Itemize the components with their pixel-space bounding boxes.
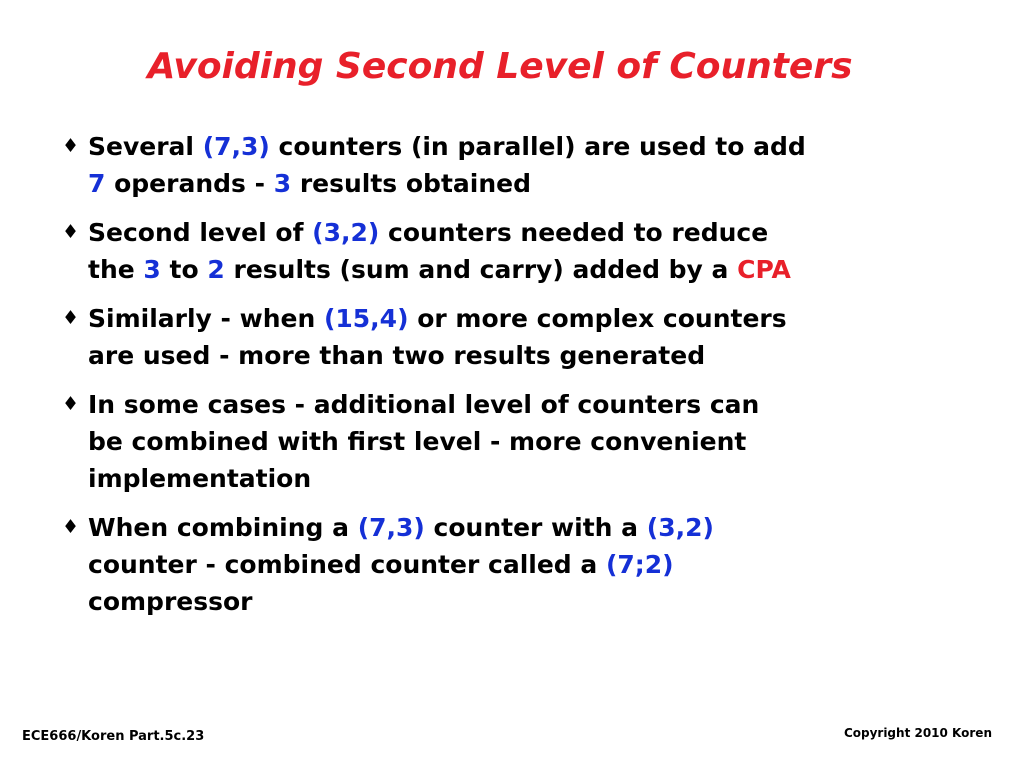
- bullet-line: [88, 546, 962, 583]
- text-segment: the: [88, 255, 144, 284]
- bullet-line: [88, 509, 962, 546]
- highlighted-term: 7: [88, 169, 106, 198]
- text-segment: Second level of: [88, 218, 313, 247]
- highlighted-term: (7,3): [357, 513, 425, 542]
- bullet-text: [86, 386, 962, 497]
- highlighted-term: CPA: [737, 255, 791, 284]
- text-segment: counter - combined counter called a: [88, 550, 606, 579]
- bullet-line: [88, 165, 962, 202]
- highlighted-term: (7;2): [605, 550, 674, 579]
- footer-copyright: Copyright 2010 Koren: [843, 726, 992, 740]
- bullet-item: [62, 300, 962, 374]
- bullet-list: [62, 128, 962, 632]
- highlighted-term: (15,4): [323, 304, 409, 333]
- bullet-line: [88, 300, 962, 337]
- text-segment: to: [160, 255, 208, 284]
- highlighted-term: 2: [207, 255, 225, 284]
- text-segment: counters (in parallel) are used to add: [269, 132, 806, 161]
- text-segment: results (sum and carry) added by a: [224, 255, 738, 284]
- bullet-line: [88, 386, 962, 423]
- bullet-item: [62, 386, 962, 497]
- text-segment: or more complex counters: [408, 304, 787, 333]
- bullet-text: [86, 214, 962, 288]
- highlighted-term: 3: [273, 169, 292, 198]
- diamond-icon: ♦: [62, 135, 80, 157]
- highlighted-term: (7,3): [202, 132, 270, 161]
- text-segment: results obtained: [291, 169, 531, 198]
- diamond-icon: ♦: [62, 393, 80, 415]
- bullet-line: [88, 251, 962, 288]
- bullet-text: [86, 128, 962, 202]
- diamond-icon: ♦: [62, 516, 80, 538]
- slide-title: Avoiding Second Level of Counters: [147, 46, 853, 87]
- text-segment: compressor: [88, 587, 253, 616]
- text-segment: In some cases - additional level of counters can: [88, 390, 760, 419]
- bullet-item: [62, 128, 962, 202]
- diamond-icon: ♦: [62, 307, 80, 329]
- text-segment: implementation: [88, 464, 312, 493]
- bullet-text: [86, 509, 962, 620]
- diamond-icon: ♦: [62, 221, 80, 243]
- text-segment: are used - more than two results generated: [88, 341, 706, 370]
- bullet-item: [62, 509, 962, 620]
- highlighted-term: (3,2): [646, 513, 714, 542]
- footer-course-label: ECE666/Koren Part.5c.23: [22, 729, 205, 744]
- bullet-line: [88, 214, 962, 251]
- text-segment: When combining a: [88, 513, 358, 542]
- text-segment: operands -: [105, 169, 274, 198]
- bullet-line: [88, 128, 962, 165]
- bullet-item: [62, 214, 962, 288]
- text-segment: be combined with first level - more convenient: [88, 427, 747, 456]
- text-segment: counters needed to reduce: [379, 218, 769, 247]
- highlighted-term: 3: [143, 255, 161, 284]
- bullet-line: [88, 583, 962, 620]
- text-segment: counter with a: [424, 513, 647, 542]
- text-segment: Similarly - when: [88, 304, 324, 333]
- bullet-line: [88, 460, 962, 497]
- bullet-text: [86, 300, 962, 374]
- highlighted-term: (3,2): [312, 218, 380, 247]
- bullet-line: [88, 337, 962, 374]
- text-segment: Several: [88, 132, 203, 161]
- bullet-line: [88, 423, 962, 460]
